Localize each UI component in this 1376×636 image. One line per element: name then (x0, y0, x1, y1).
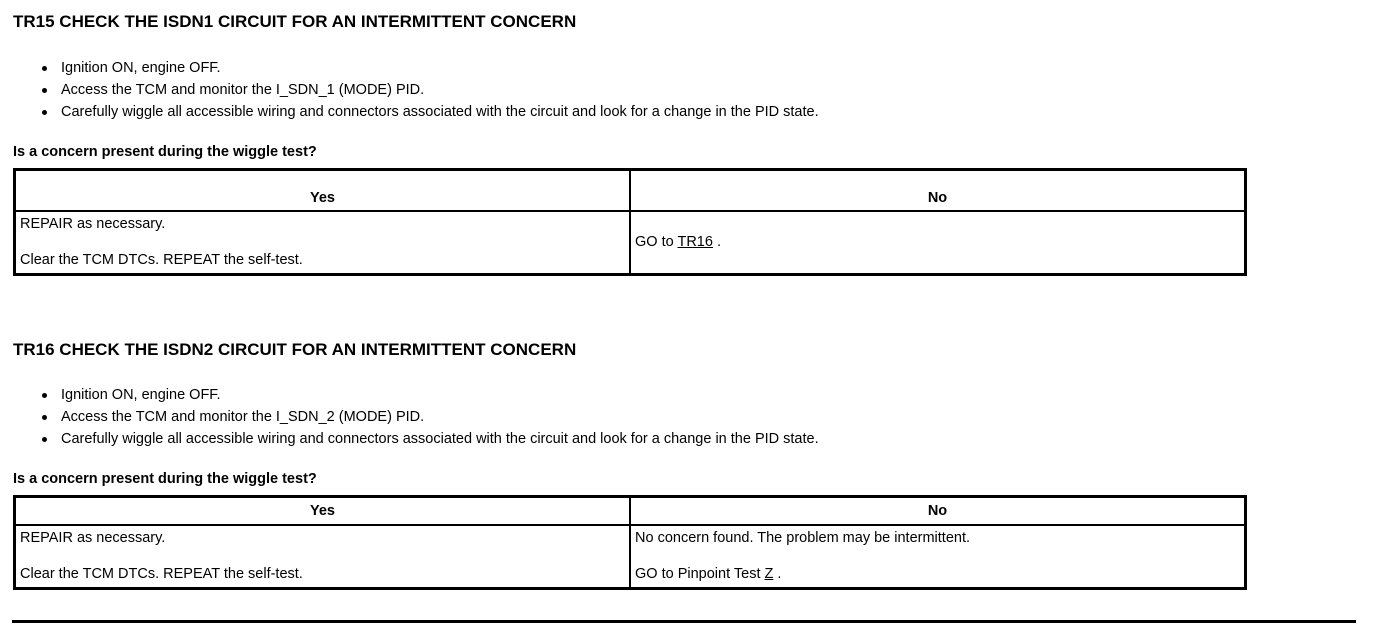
tr15-heading: TR15 CHECK THE ISDN1 CIRCUIT FOR AN INTERMITTENT CONCERN (13, 12, 577, 31)
tr15-section (13, 12, 1247, 276)
pinpoint-test-z-link[interactable]: Z (764, 566, 774, 583)
tr15-no-header: No (630, 170, 1246, 211)
tr15-yes-cell (15, 211, 631, 275)
tr16-no-header: No (630, 497, 1246, 525)
tr15-decision-table (13, 168, 1247, 276)
tr16-yes-header: Yes (15, 497, 631, 525)
tr16-no-cell (630, 525, 1246, 589)
tr15-question: Is a concern present during the wiggle test? (13, 144, 317, 160)
tr16-no-line-1: No concern found. The problem may be intermittent. (635, 530, 971, 547)
tr15-no-prefix: GO to (635, 234, 674, 251)
tr15-no-suffix: . (716, 234, 721, 251)
tr16-section (13, 340, 1247, 590)
tr16-heading: TR16 CHECK THE ISDN2 CIRCUIT FOR AN INTERMITTENT CONCERN (13, 340, 577, 359)
tr15-yes-line-2: Clear the TCM DTCs. REPEAT the self-test. (20, 252, 303, 269)
tr16-yes-line-2: Clear the TCM DTCs. REPEAT the self-test. (20, 566, 303, 583)
tr16-step-2: Access the TCM and monitor the I_SDN_2 (MODE) PID. (13, 406, 1247, 428)
tr15-no-cell (630, 211, 1246, 275)
tr15-yes-line-1: REPAIR as necessary. (20, 216, 166, 233)
tr16-yes-line-1: REPAIR as necessary. (20, 530, 166, 547)
tr15-yes-header: Yes (15, 170, 631, 211)
tr16-no-suffix: . (777, 566, 782, 583)
tr15-step-2: Access the TCM and monitor the I_SDN_1 (MODE) PID. (13, 79, 1247, 101)
tr16-yes-cell (15, 525, 631, 589)
tr16-no-prefix: GO to Pinpoint Test (635, 566, 761, 583)
tr16-no-line-2 (635, 565, 1240, 583)
tr16-step-3: Carefully wiggle all accessible wiring and connectors associated with the circuit and look for a change in the PID state. (13, 428, 1247, 450)
tr15-step-1: Ignition ON, engine OFF. (13, 57, 1247, 79)
bottom-divider (12, 620, 1356, 623)
tr16-decision-table (13, 495, 1247, 590)
tr15-steps (13, 57, 1247, 123)
tr16-question: Is a concern present during the wiggle test? (13, 471, 317, 487)
tr16-steps (13, 384, 1247, 450)
tr16-step-1: Ignition ON, engine OFF. (13, 384, 1247, 406)
tr15-step-3: Carefully wiggle all accessible wiring and connectors associated with the circuit and look for a change in the PID state. (13, 101, 1247, 123)
tr16-link[interactable]: TR16 (677, 234, 713, 251)
